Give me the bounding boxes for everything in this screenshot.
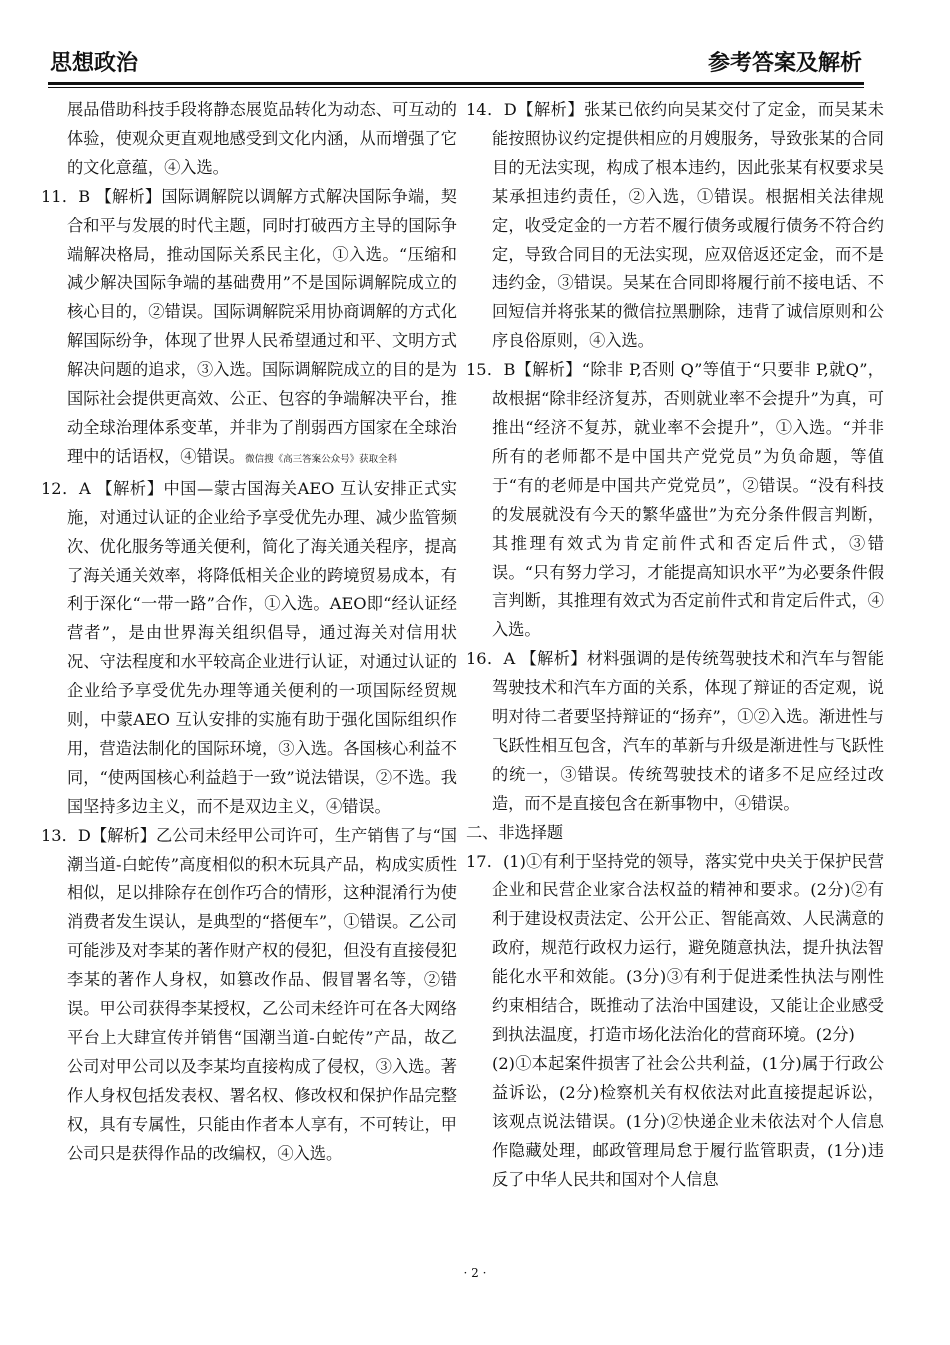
answer-item-11-text: 11．B 【解析】国际调解院以调解方式解决国际争端，契合和平与发展的时代主题，同时打破西方主导的国际争端解决格局，推动国际关系民主化，①入选。“压缩和减少解决国际争端的基础费用”不是国际调解院成立的核心目的，②错误。国际调解院采用协商调解的方式化解国际纷争，体现了世界人民希望通过和平、文明方式解决问题的追求，③入选。国际调解院成立的目的是为国际社会提供更高效、公正、包容的争端解决平台，推动全球治理体系变革，并非为了削弱西方国家在全球治理中的话语权，④错误。 (41, 186, 457, 466)
left-column (41, 96, 457, 1169)
answer-key-title: 参考答案及解析 (707, 51, 862, 76)
section-title-non-choice: 二、非选择题 (466, 822, 564, 842)
answer-item-14: 14．D【解析】张某已依约向吴某交付了定金，而吴某未能按照协议约定提供相应的月嫂服务，导致张某的合同目的无法实现，构成了根本违约，因此张某有权要求吴某承担违约责任，②入选，①错误。根据相关法律规定，收受定金的一方若不履行债务或履行债务不符合约定，导致合同目的无法实现，应双倍返还定金，而不是违约金，③错误。吴某在合同即将履行前不接电话、不回短信并将张某的微信拉黑删除，违背了诚信原则和公序良俗原则，④入选。 (466, 100, 884, 351)
page-header (50, 46, 862, 82)
answer-item-17-part2: (2)①本起案件损害了社会公共利益，(1分)属于行政公益诉讼，(2分)检察机关有权依法对此直接提起诉讼，该观点说法错误。(1分)②快递企业未依法对个人信息作隐藏处理，邮政管理局怠于履行监管职责，(1分)违反了中华人民共和国对个人信息 (492, 1053, 884, 1189)
header-rule-thick (48, 82, 864, 85)
answer-item-15: 15．B【解析】“除非 P,否则 Q”等值于“只要非 P,就Q”，故根据“除非经济复苏，否则就业率不会提升”为真，可推出“经济不复苏，就业率不会提升”，①入选。“并非所有的老师都不是中国共产党党员”为负命题，等值于“有的老师是中国共产党党员”，②错误。“没有科技的发展就没有今天的繁华盛世”为充分条件假言判断，其推理有效式为肯定前件式和否定后件式，③错误。“只有努力学习，才能提高知识水平”为必要条件假言判断，其推理有效式为否定前件式和肯定后件式，④入选。 (466, 360, 884, 640)
answer-item-17-part1: 17．(1)①有利于坚持党的领导，落实党中央关于保护民营企业和民营企业家合法权益的精神和要求。(2分)②有利于建设权责法定、公开公正、智能高效、人民满意的政府，规范行政权力运行，避免随意执法，提升执法智能化水平和效能。(3分)③有利于促进柔性执法与刚性约束相结合，既推动了法治中国建设，又能让企业感受到执法温度，打造市场化法治化的营商环境。(2分) (466, 851, 884, 1044)
right-column (466, 96, 884, 1194)
answer-item-16: 16．A 【解析】材料强调的是传统驾驶技术和汽车与智能驾驶技术和汽车方面的关系，体现了辩证的否定观，说明对待二者要坚持辩证的“扬弃”，①②入选。渐进性与飞跃性相互包含，汽车的革新与升级是渐进性与飞跃性的统一，③错误。传统驾驶技术的诸多不足应经过改造，而不是直接包含在新事物中，④错误。 (466, 649, 884, 813)
answer-item-11 (41, 183, 457, 475)
item10-continuation: 展品借助科技手段将静态展览品转化为动态、可互动的体验，使观众更直观地感受到文化内涵，从而增强了它的文化意蕴，④入选。 (67, 100, 457, 177)
subject-title: 思想政治 (50, 51, 139, 76)
answer-item-13: 13．D【解析】乙公司未经甲公司许可，生产销售了与“国潮当道-白蛇传”高度相似的积木玩具产品，构成实质性相似，足以排除存在创作巧合的情形，这种混淆行为使消费者发生误认，是典型的“搭便车”，①错误。乙公司可能涉及对李某的著作财产权的侵犯，但没有直接侵犯李某的著作人身权，如篡改作品、假冒署名等，②错误。甲公司获得李某授权，乙公司未经许可在各大网络平台上大肆宣传并销售“国潮当道-白蛇传”产品，故乙公司对甲公司以及李某均直接构成了侵权，③入选。著作人身权包括发表权、署名权、修改权和保护作品完整权，具有专属性，只能由作者本人享有，不可转让，甲公司只是获得作品的改编权，④入选。 (41, 825, 457, 1163)
promo-note: 微信搜《高三答案公众号》获取全科 (245, 453, 398, 465)
header-rule-thin (48, 87, 864, 88)
page-number: · 2 · (463, 1266, 487, 1280)
answer-item-12: 12．A 【解析】中国—蒙古国海关AEO 互认安排正式实施，对通过认证的企业给予享受优先办理、减少监管频次、优化服务等通关便利，简化了海关通关程序，提高了海关通关效率，将降低相关企业的跨境贸易成本，有利于深化“一带一路”合作，①入选。AEO即“经认证经营者”，是由世界海关组织倡导，通过海关对信用状况、守法程度和水平较高企业进行认证，对通过认证的企业给予享受优先办理等通关便利的一项国际经贸规则，中蒙AEO 互认安排的实施有助于强化国际组织作用，营造法制化的国际环境，③入选。各国核心利益不同，“使两国核心利益趋于一致”说法错误，②不选。我国坚持多边主义，而不是双边主义，④错误。 (41, 478, 457, 816)
